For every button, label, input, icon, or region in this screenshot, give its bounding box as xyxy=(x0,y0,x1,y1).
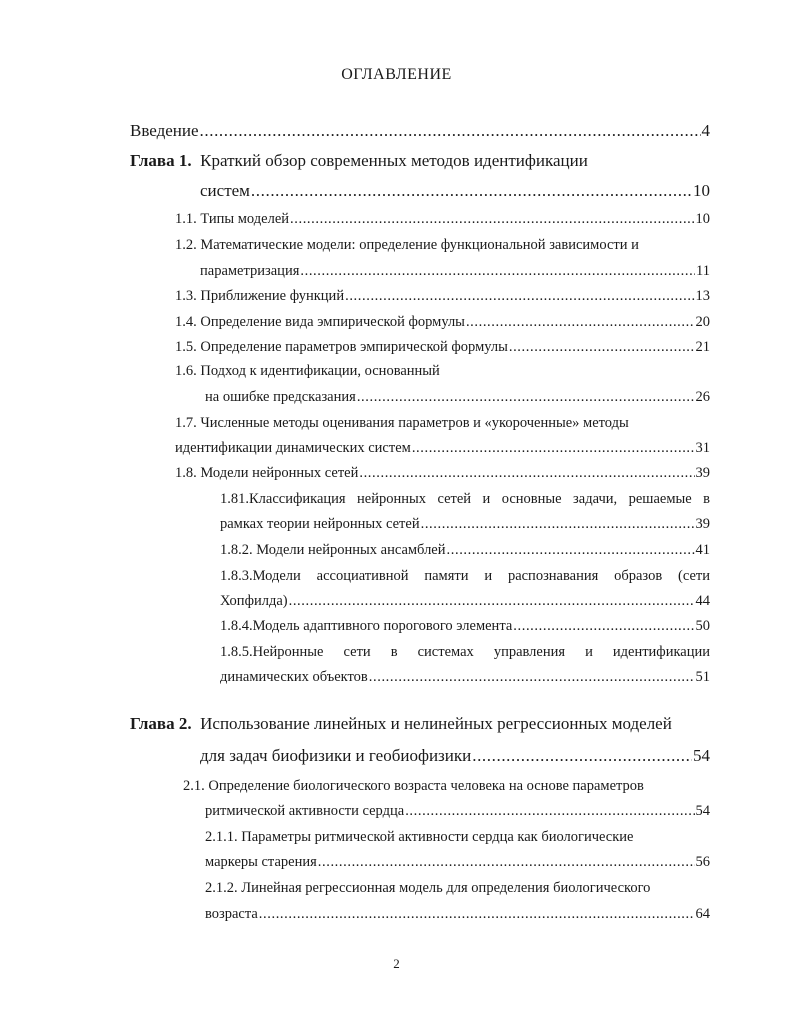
dot-leader xyxy=(412,438,695,458)
toc-entry-1-8-1: 1.81.Классификация нейронных сетей и основные задачи, решаемые в xyxy=(220,491,710,507)
dot-leader xyxy=(359,463,694,483)
toc-page-number: 39 xyxy=(695,465,710,481)
dot-leader xyxy=(345,286,694,306)
toc-page-number: 64 xyxy=(695,906,710,922)
toc-entry-1-8 xyxy=(175,463,710,483)
chapter-2-heading xyxy=(130,713,672,735)
toc-entry-2-1-2-cont xyxy=(205,904,710,924)
toc-entry-intro xyxy=(130,120,710,142)
toc-entry-text: 1.3. Приближение функций xyxy=(175,288,345,304)
dot-leader xyxy=(447,540,695,560)
chapter-1-title-cont xyxy=(200,180,710,202)
toc-entry-text: на ошибке предсказания xyxy=(205,389,356,405)
chapter-title: Использование линейных и нелинейных регрессионных моделей xyxy=(200,714,672,733)
dot-leader xyxy=(513,616,694,636)
toc-page-number: 39 xyxy=(695,516,710,532)
chapter-title-cont: для задач биофизики и геобиофизики xyxy=(200,746,472,765)
toc-page-number: 13 xyxy=(695,288,710,304)
toc-entry-1-5 xyxy=(175,337,710,357)
toc-entry-text: параметризация xyxy=(200,263,300,279)
toc-entry-1-8-4 xyxy=(220,616,710,636)
dot-leader xyxy=(318,852,695,872)
dot-leader xyxy=(472,745,692,767)
toc-entry-text: 1.1. Типы моделей xyxy=(175,211,290,227)
toc-entry-1-3 xyxy=(175,286,710,306)
toc-entry-text: Введение xyxy=(130,121,199,140)
chapter-title: Краткий обзор современных методов идентификации xyxy=(200,151,588,170)
dot-leader xyxy=(369,667,695,687)
dot-leader xyxy=(509,337,695,357)
toc-entry-1-8-3-cont xyxy=(220,591,710,611)
toc-entry-1-7-cont xyxy=(175,438,710,458)
toc-entry-text: 1.8. Модели нейронных сетей xyxy=(175,465,359,481)
toc-page-number: 54 xyxy=(693,746,710,765)
toc-page-number: 10 xyxy=(695,211,710,227)
toc-page-number: 31 xyxy=(695,440,710,456)
toc-entry-1-7: 1.7. Численные методы оценивания параметров и «укороченные» методы xyxy=(175,415,629,431)
toc-page-number: 51 xyxy=(695,669,710,685)
toc-entry-1-2-cont xyxy=(200,261,710,281)
toc-entry-1-6-cont xyxy=(205,387,710,407)
page-number: 2 xyxy=(393,956,400,971)
toc-entry-1-8-3: 1.8.3.Модели ассоциативной памяти и распознавания образов (сети xyxy=(220,568,710,584)
toc-entry-2-1-1-cont xyxy=(205,852,710,872)
toc-entry-1-1 xyxy=(175,209,710,229)
toc-page-number: 10 xyxy=(693,181,710,200)
toc-entry-2-1: 2.1. Определение биологического возраста человека на основе параметров xyxy=(183,778,644,794)
toc-entry-text: Хопфилда) xyxy=(220,593,288,609)
toc-entry-text: 1.5. Определение параметров эмпирической формулы xyxy=(175,339,508,355)
toc-page-number: 20 xyxy=(695,314,710,330)
toc-entry-1-4 xyxy=(175,312,710,332)
toc-entry-1-6: 1.6. Подход к идентификации, основанный xyxy=(175,363,440,379)
toc-page-number: 56 xyxy=(695,854,710,870)
chapter-label: Глава 1. xyxy=(130,151,192,170)
toc-entry-text: 1.8.4.Модель адаптивного порогового элемента xyxy=(220,618,513,634)
dot-leader xyxy=(466,312,695,332)
toc-page-number: 21 xyxy=(695,339,710,355)
chapter-label: Глава 2. xyxy=(130,714,192,733)
toc-entry-text: возраста xyxy=(205,906,258,922)
dot-leader xyxy=(251,180,692,202)
chapter-title-cont: систем xyxy=(200,181,250,200)
toc-page-number: 44 xyxy=(695,593,710,609)
page-title: ОГЛАВЛЕНИЕ xyxy=(341,66,452,83)
toc-page-number: 50 xyxy=(695,618,710,634)
toc-entry-2-1-1: 2.1.1. Параметры ритмической активности сердца как биологические xyxy=(205,829,634,845)
toc-entry-text: маркеры старения xyxy=(205,854,317,870)
toc-entry-text: динамических объектов xyxy=(220,669,368,685)
dot-leader xyxy=(289,591,695,611)
toc-entry-2-1-cont xyxy=(205,801,710,821)
chapter-2-title-cont xyxy=(200,745,710,767)
toc-entry-text: идентификации динамических систем xyxy=(175,440,411,456)
dot-leader xyxy=(405,801,694,821)
toc-page-number: 41 xyxy=(695,542,710,558)
toc-entry-text: ритмической активности сердца xyxy=(205,803,405,819)
toc-page-number: 54 xyxy=(695,803,710,819)
toc-entry-1-8-2 xyxy=(220,540,710,560)
dot-leader xyxy=(421,514,695,534)
dot-leader xyxy=(290,209,694,229)
toc-page-number: 11 xyxy=(696,263,710,279)
dot-leader xyxy=(259,904,695,924)
toc-entry-text: 1.4. Определение вида эмпирической формулы xyxy=(175,314,465,330)
chapter-1-heading xyxy=(130,150,588,172)
toc-entry-text: 1.8.2. Модели нейронных ансамблей xyxy=(220,542,446,558)
toc-entry-text: рамках теории нейронных сетей xyxy=(220,516,420,532)
toc-entry-1-2: 1.2. Математические модели: определение функциональной зависимости и xyxy=(175,237,639,253)
toc-page-number: 26 xyxy=(695,389,710,405)
dot-leader xyxy=(200,120,701,142)
toc-entry-1-8-1-cont xyxy=(220,514,710,534)
dot-leader xyxy=(357,387,695,407)
toc-entry-1-8-5-cont xyxy=(220,667,710,687)
toc-entry-1-8-5: 1.8.5.Нейронные сети в системах управления и идентификации xyxy=(220,644,710,660)
toc-page-number: 4 xyxy=(701,121,710,140)
dot-leader xyxy=(300,261,695,281)
toc-entry-2-1-2: 2.1.2. Линейная регрессионная модель для определения биологического xyxy=(205,880,651,896)
